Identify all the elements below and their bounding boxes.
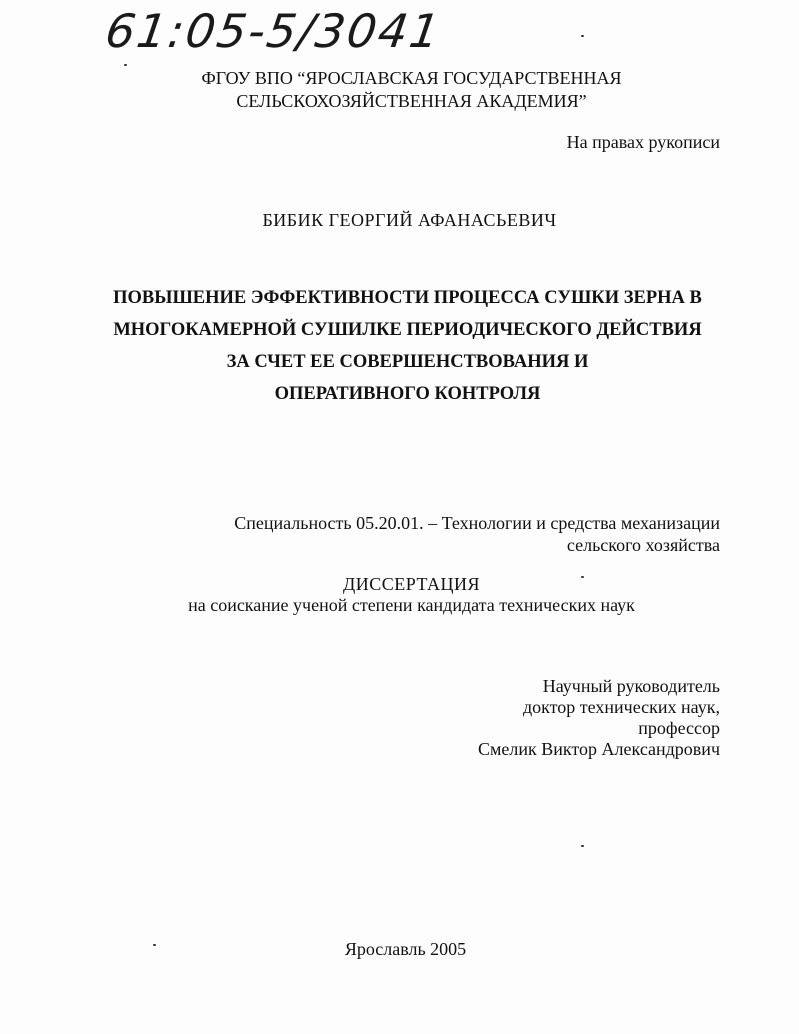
- scan-speck: [581, 576, 584, 578]
- institution-line-2: СЕЛЬСКОХОЗЯЙСТВЕННАЯ АКАДЕМИЯ”: [236, 91, 587, 111]
- scan-speck: [581, 845, 584, 847]
- work-type: ДИССЕРТАЦИЯ: [342, 574, 481, 594]
- degree-line: на соискание ученой степени кандидата технических наук: [188, 595, 635, 615]
- title-line-3: ЗА СЧЕТ ЕЕ СОВЕРШЕНСТВОВАНИЯ И: [226, 352, 589, 372]
- handwritten-archive-code: 61:05-5/3041: [102, 4, 445, 58]
- title-line-4: ОПЕРАТИВНОГО КОНТРОЛЯ: [274, 384, 541, 404]
- supervisor-name: Смелик Виктор Александрович: [478, 739, 720, 759]
- supervisor-degree: доктор технических наук,: [523, 697, 720, 717]
- scan-speck: [124, 64, 127, 66]
- title-line-1: ПОВЫШЕНИЕ ЭФФЕКТИВНОСТИ ПРОЦЕССА СУШКИ ЗЕРНА В: [113, 288, 702, 308]
- author-name: БИБИК ГЕОРГИЙ АФАНАСЬЕВИЧ: [262, 210, 557, 230]
- supervisor-role: Научный руководитель: [542, 676, 720, 696]
- specialty-line-2: сельского хозяйства: [566, 535, 720, 555]
- scan-speck: [581, 35, 584, 37]
- rights-note: На правах рукописи: [566, 132, 720, 152]
- scan-speck: [153, 944, 156, 946]
- city-year: Ярославль 2005: [344, 939, 467, 959]
- title-line-2: МНОГОКАМЕРНОЙ СУШИЛКЕ ПЕРИОДИЧЕСКОГО ДЕЙСТВИЯ: [113, 320, 702, 340]
- supervisor-rank: профессор: [638, 718, 720, 738]
- institution-line-1: ФГОУ ВПО “ЯРОСЛАВСКАЯ ГОСУДАРСТВЕННАЯ: [201, 68, 622, 88]
- specialty-line-1: Специальность 05.20.01. – Технологии и средства механизации: [234, 513, 720, 533]
